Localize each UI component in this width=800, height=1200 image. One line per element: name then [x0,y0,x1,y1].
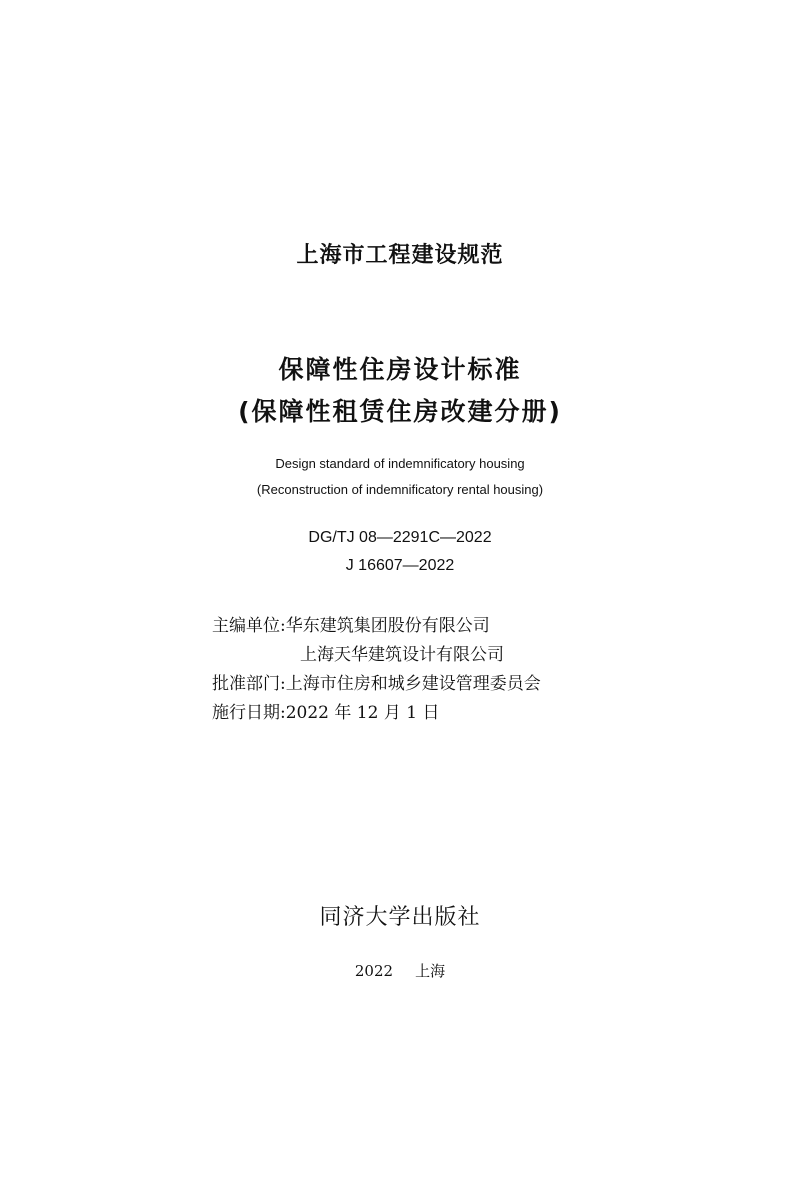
standard-number: DG/TJ 08—2291C—2022 [308,529,492,546]
publisher-name: 同济大学出版社 [319,905,481,930]
approver-label: 批准部门: [212,674,286,694]
chief-editor-2: 上海天华建筑设计有限公司 [300,645,504,665]
english-subtitle: (Reconstruction of indemnificatory rental housing) [256,482,544,497]
effective-date-row [212,703,439,723]
approver-row [212,674,541,694]
chief-editor-1: 华东建筑集团股份有限公司 [285,616,490,636]
publication-place: 上海 [415,962,446,980]
effective-date: 2022 年 12 月 1 日 [285,703,440,723]
record-number: J 16607—2022 [345,557,455,574]
chief-editor-label: 主编单位: [212,616,286,636]
sub-title: (保障性租赁住房改建分册) [238,397,562,426]
effective-label: 施行日期: [212,703,286,723]
publication-line [0,960,800,981]
chief-editor-row-2 [300,645,504,665]
chief-editor-row [212,616,490,636]
series-title: 上海市工程建设规范 [296,243,504,268]
english-title: Design standard of indemnificatory housing [275,456,525,471]
publication-year: 2022 [354,962,394,980]
main-title: 保障性住房设计标准 [278,355,522,384]
approver: 上海市住房和城乡建设管理委员会 [285,674,541,694]
